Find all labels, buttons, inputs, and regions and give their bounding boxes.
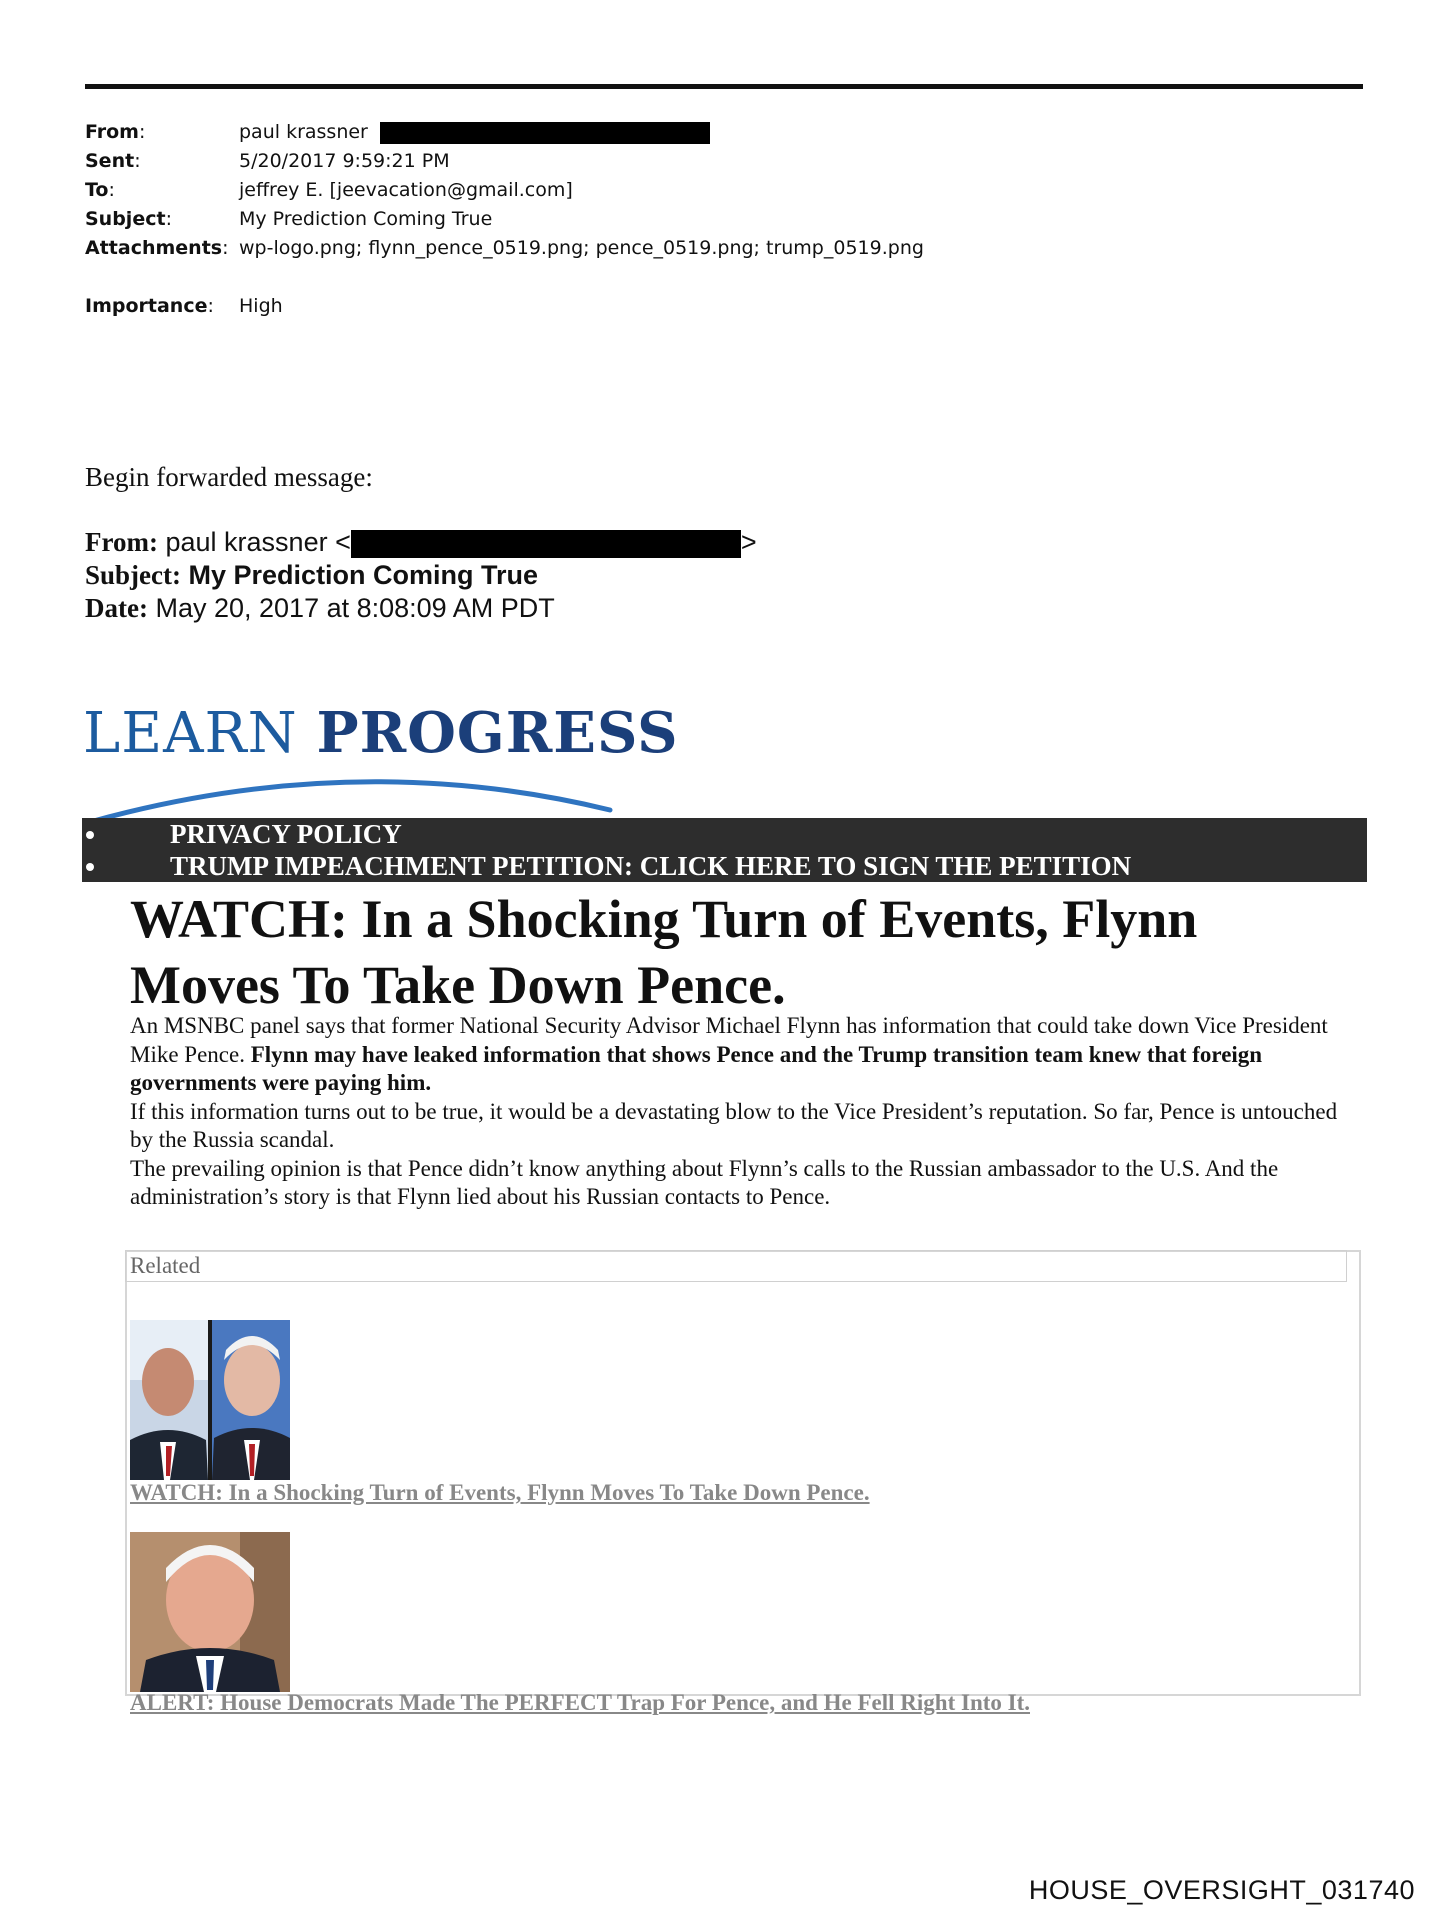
attachments-value: wp-logo.png; flynn_pence_0519.png; pence_0519.png; trump_0519.png [239, 237, 924, 259]
article-body [130, 1012, 1350, 1212]
nav-item-privacy-policy[interactable] [82, 818, 1367, 850]
redaction-bar [380, 122, 710, 144]
article-headline [130, 886, 1350, 1018]
fwd-subject-label: Subject: [85, 560, 181, 590]
article-bold-text: Flynn may have leaked information that shows Pence and the Trump transition team knew that foreign governments were paying him. [130, 1041, 1263, 1095]
logo-word-learn: LEARN [83, 701, 298, 766]
headline-line-1: WATCH: In a Shocking Turn of Events, Flynn [130, 889, 1198, 949]
sent-row: Sent: 5/20/2017 9:59:21 PM [85, 147, 924, 176]
sent-value: 5/20/2017 9:59:21 PM [239, 150, 450, 172]
from-value: paul krassner [239, 121, 368, 143]
sent-label: Sent [85, 150, 135, 172]
to-row: To: jeffrey E. [jeevacation@gmail.com] [85, 176, 924, 205]
subject-row: Subject: My Prediction Coming True [85, 205, 924, 234]
logo-word-progress: PROGRESS [316, 700, 679, 766]
importance-value: High [239, 295, 283, 317]
pence-thumbnail[interactable] [130, 1532, 290, 1692]
nav-item-impeachment-petition[interactable] [82, 850, 1367, 882]
attachments-row: Attachments: wp-logo.png; flynn_pence_0519.png; pence_0519.png; trump_0519.png [85, 234, 924, 263]
related-section [125, 1250, 1361, 1696]
redaction-bar [351, 530, 741, 558]
fwd-date-row [85, 592, 757, 625]
nav-item-label: PRIVACY POLICY [170, 819, 402, 849]
related-link-2[interactable]: ALERT: House Democrats Made The PERFECT Trap For Pence, and He Fell Right Into It. [130, 1690, 1030, 1715]
fwd-from-label: From: [85, 527, 158, 557]
importance-label: Importance [85, 295, 208, 317]
article-paragraph: An MSNBC panel says that former National Security Advisor Michael Flynn has information that could take down Vice President Mike Pence. Flynn may have leaked information that shows Pence and the Trump transition team knew that foreign governments were paying him. [130, 1013, 1328, 1095]
related-heading: Related [125, 1250, 1347, 1282]
article-paragraph: The prevailing opinion is that Pence didn’t know anything about Flynn’s calls to the Russian ambassador to the U.S. And the administration’s story is that Flynn lied about his Russian contacts to Pence. [130, 1155, 1279, 1209]
headline-line-2: Moves To Take Down Pence. [130, 955, 786, 1015]
top-rule [85, 84, 1363, 89]
pence-photo-icon [130, 1532, 290, 1692]
fwd-date-label: Date: [85, 593, 148, 623]
from-row: From: paul krassner [85, 118, 924, 147]
fwd-date-value: May 20, 2017 at 8:08:09 AM PDT [155, 593, 555, 623]
bullet-icon [86, 831, 94, 839]
fwd-subject-row [85, 559, 757, 592]
from-label: From [85, 121, 139, 143]
forward-intro: Begin forwarded message: [85, 462, 373, 492]
to-label: To [85, 179, 109, 201]
document-id: HOUSE_OVERSIGHT_031740 [1028, 1875, 1415, 1905]
site-nav-bar [82, 818, 1367, 882]
to-value: jeffrey E. [jeevacation@gmail.com] [239, 179, 573, 201]
article-paragraph: If this information turns out to be true, it would be a devastating blow to the Vice President’s reputation. So far, Pence is untouched by the Russia scandal. [130, 1098, 1338, 1152]
flynn-pence-photo-icon [130, 1320, 290, 1480]
nav-item-label: TRUMP IMPEACHMENT PETITION: CLICK HERE TO SIGN THE PETITION [170, 851, 1132, 881]
bullet-icon [86, 863, 94, 871]
fwd-from-value: paul krassner < [165, 527, 351, 557]
fwd-from-close: > [740, 527, 757, 557]
flynn-pence-thumbnail[interactable] [130, 1320, 290, 1480]
forwarded-header [85, 526, 757, 625]
subject-label: Subject [85, 208, 166, 230]
related-link-1[interactable]: WATCH: In a Shocking Turn of Events, Flynn Moves To Take Down Pence. [130, 1480, 870, 1505]
learn-progress-logo [83, 700, 679, 766]
subject-value: My Prediction Coming True [239, 208, 493, 230]
importance-row: Importance: High [85, 292, 924, 321]
attachments-label: Attachments [85, 237, 223, 259]
email-header [85, 118, 924, 321]
fwd-subject-value: My Prediction Coming True [188, 560, 539, 590]
fwd-from-row [85, 526, 757, 559]
